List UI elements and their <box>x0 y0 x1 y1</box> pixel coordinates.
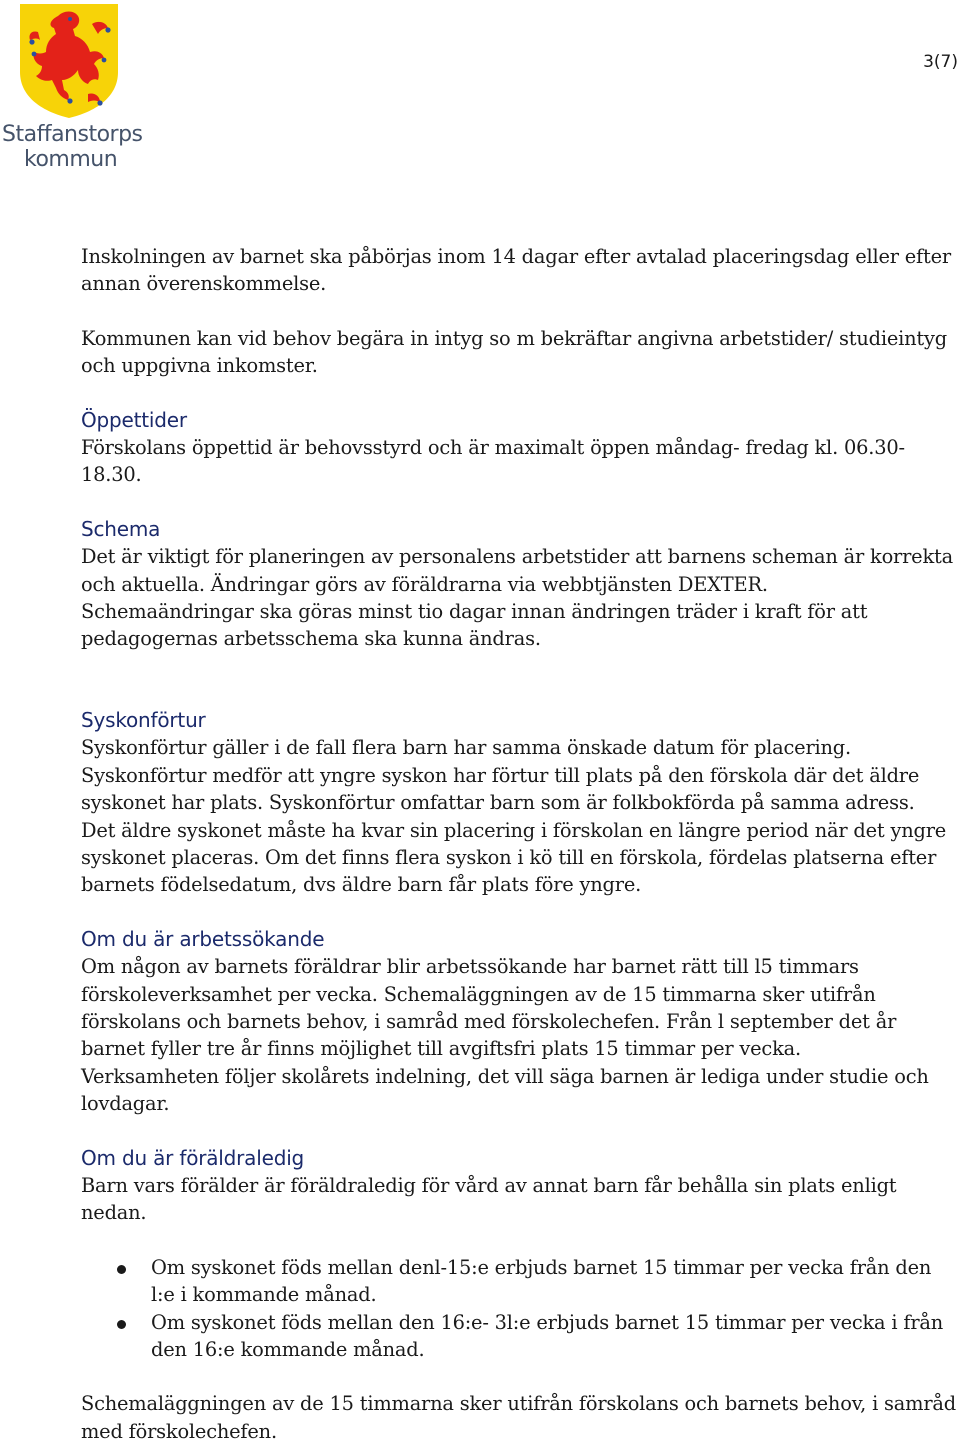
paragraph-syskonfortur-3: Det äldre syskonet måste ha kvar sin placering i förskolan en längre period när det yngre syskonet placeras. Om det finns flera syskon i kö till en förskola, fördelas platserna efter barnets födelsedatum, dvs äldre barn får plats före yngre. <box>81 818 947 897</box>
paragraph-inskolning: Inskolningen av barnet ska påbörjas inom 14 dagar efter avtalad placeringsdag eller efter annan överenskommelse. <box>81 245 951 296</box>
bullet-icon <box>117 1320 126 1329</box>
list-item <box>81 1309 957 1364</box>
coat-of-arms-icon <box>18 2 120 120</box>
document-body <box>81 243 957 1445</box>
paragraph-arbetssokande-1: Om någon av barnets föräldrar blir arbetssökande har barnet rätt till l5 timmars förskoleverksamhet per vecka. Schemaläggningen av de 15 timmarna sker utifrån förskolans och barnets behov, i samråd med förskolechefen. Från l september det år barnet fyller tre år finns möjlighet till avgiftsfri plats 15 timmar per vecka. <box>81 955 897 1061</box>
heading-schema: Schema <box>81 516 161 541</box>
list-item-text: Om syskonet föds mellan denl-15:e erbjuds barnet 15 timmar per vecka från den l:e i kommande månad. <box>151 1255 932 1307</box>
heading-arbetssokande: Om du är arbetssökande <box>81 926 325 951</box>
logo-name-line2: kommun <box>24 147 118 172</box>
paragraph-oppettider: Förskolans öppettid är behovsstyrd och är maximalt öppen måndag- fredag kl. 06.30- 18.30. <box>81 436 905 487</box>
paragraph-closing: Schemaläggningen av de 15 timmarna sker utifrån förskolans och barnets behov, i samråd med förskolechefen. <box>81 1392 956 1443</box>
page-number: 3(7) <box>923 52 958 72</box>
heading-syskonfortur: Syskonförtur <box>81 707 206 732</box>
paragraph-schema-1: Det är viktigt för planeringen av personalens arbetstider att barnens scheman är korrekta och aktuella. Ändringar görs av föräldrarna via webbtjänsten DEXTER. <box>81 545 953 596</box>
paragraph-schema-2: Schemaändringar ska göras minst tio dagar innan ändringen träder i kraft för att pedagogernas arbetsschema ska kunna ändras. <box>81 600 868 651</box>
heading-oppettider: Öppettider <box>81 407 187 432</box>
list-item-text: Om syskonet föds mellan den 16:e- 3l:e erbjuds barnet 15 timmar per vecka i från den 16:e kommande månad. <box>151 1310 944 1361</box>
staffanstorp-logo <box>0 0 150 180</box>
municipality-name <box>2 122 152 172</box>
paragraph-arbetssokande-2: Verksamheten följer skolårets indelning, det vill säga barnen är lediga under studie och lovdagar. <box>81 1064 929 1116</box>
paragraph-syskonfortur-2: Syskonförtur medför att yngre syskon har förtur till plats på den förskola där det äldre syskonet har plats. Syskonförtur omfattar barn som är folkbokförda på samma adress. <box>81 763 920 815</box>
paragraph-foraldraledig: Barn vars förälder är föräldraledig för vård av annat barn får behålla sin plats enligt nedan. <box>81 1173 897 1225</box>
paragraph-intyg: Kommunen kan vid behov begära in intyg so m bekräftar angivna arbetstider/ studieintyg och uppgivna inkomster. <box>81 326 947 378</box>
logo-name-line1: Staffanstorps <box>2 122 143 147</box>
heading-foraldraledig: Om du är föräldraledig <box>81 1145 305 1170</box>
bullet-icon <box>117 1265 126 1274</box>
paragraph-syskonfortur-1: Syskonförtur gäller i de fall flera barn har samma önskade datum för placering. <box>81 736 851 760</box>
bullet-list <box>81 1254 957 1364</box>
list-item <box>81 1254 957 1309</box>
